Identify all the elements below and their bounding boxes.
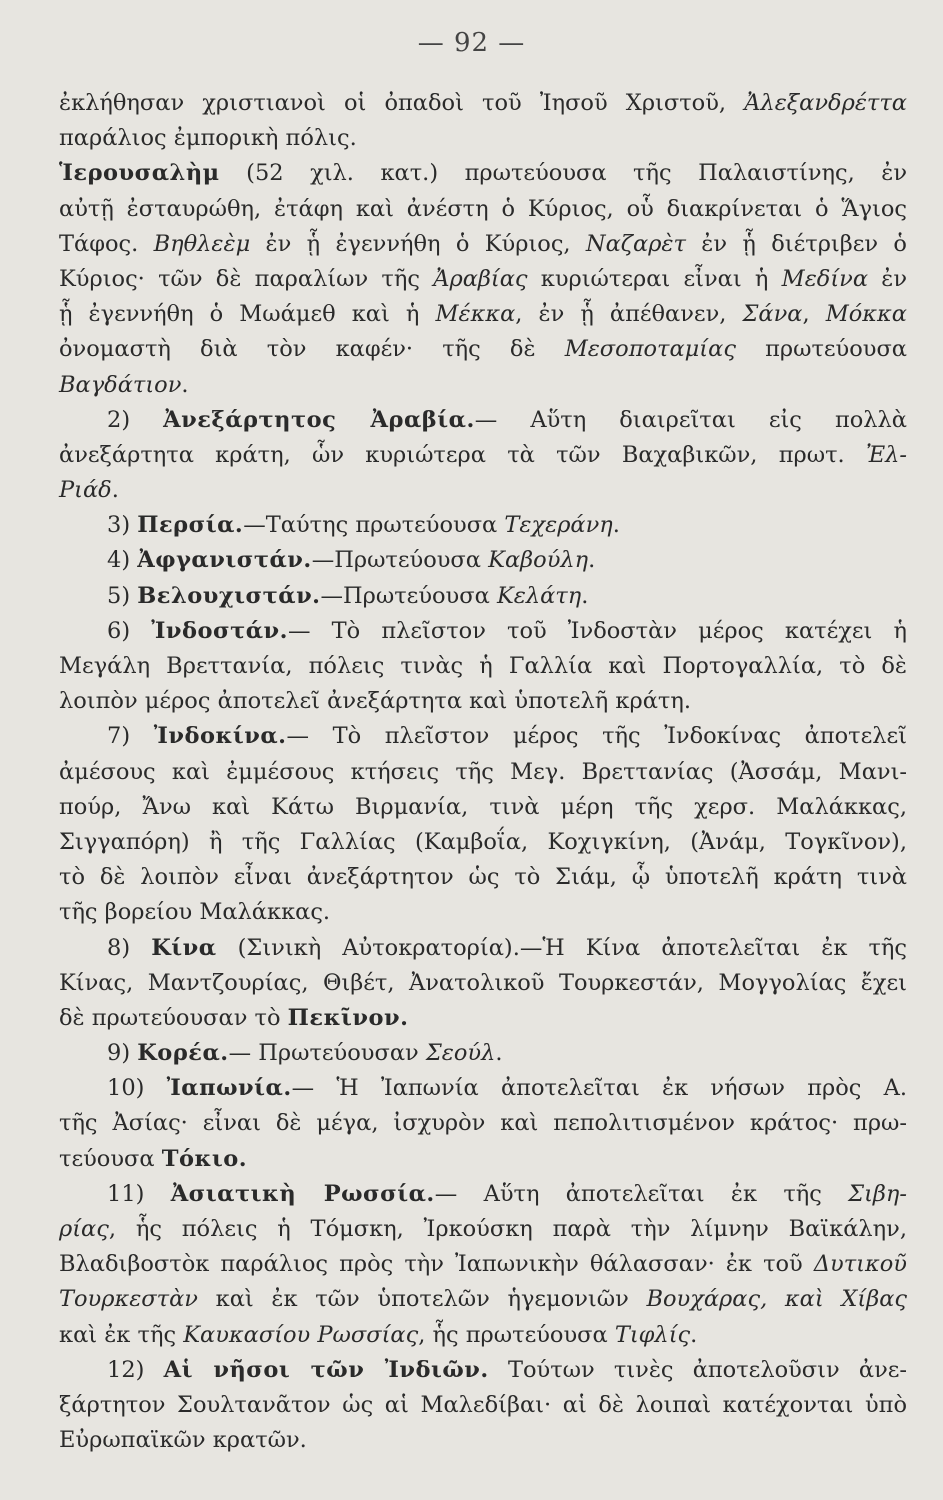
italic-place-name: Σιβη-	[848, 1180, 907, 1207]
text-run: δὲ πρωτεύουσαν τὸ	[59, 1004, 288, 1031]
italic-place-name: ρίας	[59, 1216, 109, 1242]
text-line	[59, 368, 907, 403]
text-run: — Τὸ πλεῖστον τοῦ Ἰνδοστὰν μέρος κατέχει ἡ	[288, 617, 907, 644]
text-line	[59, 614, 907, 649]
text-run: (52 χιλ. κατ.) πρωτεύουσα τῆς Παλαιστίνης, ἐν	[219, 160, 907, 187]
text-line	[59, 227, 907, 262]
text-line	[59, 1036, 907, 1071]
text-run: κυριώτεραι εἶναι ἡ	[527, 265, 782, 292]
text-run: 10)	[107, 1075, 167, 1102]
text-run: ,	[802, 301, 826, 328]
text-run: πούρ, Ἄνω καὶ Κάτω Βιρμανία, τινὰ μέρη τῆς χερσ. Μαλάκκας,	[59, 793, 907, 820]
text-run: πρωτεύουσα	[735, 336, 907, 363]
text-run: 4)	[107, 547, 138, 574]
text-run: .	[612, 512, 620, 539]
text-run: Μεγάλη Βρεττανία, πόλεις τινὰς ἡ Γαλλία καὶ Πορτογαλλία, τὸ δὲ	[59, 653, 907, 679]
bold-heading: Ἰνδοκίνα.	[153, 723, 287, 750]
text-run: 7)	[107, 723, 154, 750]
text-run: λοιπὸν μέρος ἀποτελεῖ ἀνεξάρτητα καὶ ὑποτελῆ κράτη.	[59, 688, 691, 715]
bold-heading: Ἀφγανιστάν.	[137, 547, 312, 574]
text-line	[59, 579, 907, 614]
text-line	[59, 895, 907, 930]
text-line	[59, 508, 907, 543]
text-line	[59, 403, 907, 438]
text-run: καὶ ἐκ τῶν ὑποτελῶν ἡγεμονιῶν	[197, 1286, 647, 1313]
bold-heading: Ἰνδοστάν.	[151, 617, 288, 644]
italic-place-name: Τεχεράνη	[504, 512, 613, 539]
text-run: ἐν ᾗ διέτριβεν ὁ	[685, 230, 907, 257]
bold-heading: Κίνα	[151, 934, 217, 961]
text-run: τῆς Ἀσίας· εἶναι δὲ μέγα, ἰσχυρὸν καὶ πεπολιτισμένον κράτος· πρω-	[59, 1110, 907, 1137]
text-run: τεύουσα	[59, 1145, 162, 1172]
text-run: Κίνας, Μαντζουρίας, Θιβέτ, Ἀνατολικοῦ Τουρκεστάν, Μογγολίας ἔχει	[59, 969, 907, 996]
text-line	[59, 755, 907, 790]
text-line	[59, 1177, 907, 1212]
text-run: 5)	[107, 582, 138, 609]
text-run: 8)	[107, 934, 152, 961]
text-line	[59, 156, 907, 191]
italic-place-name: Ἐλ-	[865, 441, 907, 468]
text-line	[59, 1071, 907, 1106]
text-line	[59, 684, 907, 719]
text-line	[59, 719, 907, 754]
italic-place-name: Βαγδάτιον	[59, 371, 182, 398]
italic-place-name: Κελάτη	[496, 582, 582, 609]
italic-place-name: Δυτικοῦ	[813, 1251, 907, 1278]
bold-heading: Αἱ νῆσοι τῶν Ἰνδιῶν.	[163, 1356, 489, 1383]
italic-place-name: Μεσοποταμίας	[564, 336, 736, 363]
text-line	[59, 790, 907, 825]
text-run: .	[181, 371, 189, 398]
text-run: (Σινικὴ Αὐτοκρατορία).—Ἡ Κίνα ἀποτελεῖται ἐκ τῆς	[216, 934, 907, 961]
text-line	[59, 473, 907, 508]
text-run: αὐτῇ ἐσταυρώθη, ἐτάφη καὶ ἀνέστη ὁ Κύριος, οὗ διακρίνεται ὁ Ἅγιος	[59, 195, 907, 222]
text-run: ξάρτητον Σουλτανᾶτον ὡς αἱ Μαλεδίβαι· αἱ δὲ λοιπαὶ κατέχονται ὑπὸ	[59, 1391, 907, 1418]
text-line	[59, 1353, 907, 1388]
page-number: — 92 —	[417, 28, 526, 58]
bold-heading: Ἰαπωνία.	[166, 1075, 292, 1102]
italic-place-name: Σάνα	[742, 301, 803, 328]
text-run: .	[581, 582, 589, 609]
text-run: 6)	[107, 617, 152, 644]
text-line	[59, 297, 907, 332]
text-run: —Πρωτεύουσα	[320, 582, 497, 609]
text-run: .	[588, 547, 596, 574]
bold-heading: Περσία.	[137, 512, 244, 539]
text-line	[59, 931, 907, 966]
italic-place-name: Βηθλεὲμ	[153, 230, 251, 257]
text-line	[59, 1388, 907, 1423]
text-run: 11)	[107, 1180, 171, 1207]
text-line	[59, 1282, 907, 1317]
text-run: — Τὸ πλεῖστον μέρος τῆς Ἰνδοκίνας ἀποτελεῖ	[286, 723, 907, 750]
text-run: —Πρωτεύουσα	[311, 547, 489, 574]
text-line	[59, 543, 907, 578]
italic-place-name: Ἀλεξανδρέττα	[744, 90, 907, 116]
text-run: .	[111, 477, 119, 504]
italic-place-name: Μέκκα	[435, 301, 516, 328]
text-line	[59, 192, 907, 227]
text-line	[59, 1106, 907, 1141]
italic-place-name: Σεούλ	[425, 1040, 496, 1067]
text-run: ἀνεξάρτητα κράτη, ὧν κυριώτερα τὰ τῶν Βαχαβικῶν, πρωτ.	[59, 441, 866, 468]
italic-place-name: Τουρκεστὰν	[59, 1286, 198, 1313]
text-run: ἀμέσους καὶ ἐμμέσους κτήσεις τῆς Μεγ. Βρεττανίας (Ἀσσάμ, Μανι-	[59, 758, 907, 785]
text-line	[59, 860, 907, 895]
text-run: — Αὕτη διαιρεῖται εἰς πολλὰ	[474, 406, 907, 433]
text-run: ὀνομαστὴ διὰ τὸν καφέν· τῆς δὲ	[59, 336, 565, 363]
italic-place-name: Τιφλίς	[614, 1321, 691, 1348]
text-line	[59, 825, 907, 860]
text-run: 12)	[107, 1356, 164, 1383]
bold-heading: Ἀσιατικὴ Ρωσσία.	[170, 1180, 435, 1207]
text-run: ἐν	[868, 265, 908, 292]
text-line	[59, 1318, 907, 1353]
text-run: Σιγγαπόρη) ἢ τῆς Γαλλίας (Καμβοΐα, Κοχιγκίνη, (Ἀνάμ, Τογκῖνον),	[59, 828, 907, 855]
italic-place-name: Ριάδ	[59, 477, 112, 504]
text-run: ἐκλήθησαν χριστιανοὶ οἱ ὀπαδοὶ τοῦ Ἰησοῦ Χριστοῦ,	[59, 90, 745, 116]
text-line	[59, 438, 907, 473]
text-line	[59, 121, 907, 156]
bold-heading: Βελουχιστάν.	[137, 582, 321, 609]
text-run: Τάφος.	[59, 230, 154, 257]
text-run: , ἧς πόλεις ἡ Τόμσκη, Ἰρκούσκη παρὰ τὴν λίμνην Βαϊκάλην,	[108, 1216, 907, 1242]
text-line	[59, 332, 907, 367]
text-run: —Ταύτης πρωτεύουσα	[243, 512, 505, 539]
italic-place-name: Μόκκα	[825, 301, 907, 328]
text-line	[59, 1247, 907, 1282]
bold-heading: Πεκῖνον.	[287, 1004, 409, 1031]
text-run: Εὐρωπαϊκῶν κρατῶν.	[59, 1427, 307, 1454]
text-run: , ἐν ᾗ ἀπέθανεν,	[515, 301, 743, 328]
text-line	[59, 1212, 907, 1247]
text-run: παράλιος ἐμπορικὴ πόλις.	[59, 125, 357, 152]
italic-place-name: Ἀραβίας	[433, 265, 528, 292]
italic-place-name: Βουχάρας, καὶ Χίβας	[646, 1286, 907, 1313]
text-run: .	[495, 1040, 503, 1067]
text-run: 9)	[107, 1040, 138, 1067]
body-text	[59, 86, 907, 1458]
text-run: , ἧς πρωτεύουσα	[418, 1321, 615, 1348]
text-run: Βλαδιβοστὸκ παράλιος πρὸς τὴν Ἰαπωνικὴν θάλασσαν· ἐκ τοῦ	[59, 1251, 814, 1278]
text-run: — Πρωτεύουσαν	[228, 1040, 426, 1067]
text-run: τὸ δὲ λοιπὸν εἶναι ἀνεξάρτητον ὡς τὸ Σιάμ, ᾧ ὑποτελῆ κράτη τινὰ	[59, 864, 907, 891]
text-run: ᾗ ἐγεννήθη ὁ Μωάμεθ καὶ ἡ	[59, 301, 436, 328]
bold-heading: Κορέα.	[137, 1040, 229, 1067]
text-run: Κύριος· τῶν δὲ παραλίων τῆς	[59, 265, 434, 292]
bold-heading: Ἀνεξάρτητος Ἀραβία.	[163, 406, 475, 433]
text-run: 3)	[107, 512, 138, 539]
text-line	[59, 1142, 907, 1177]
text-run: ἐν ᾗ ἐγεννήθη ὁ Κύριος,	[250, 230, 586, 257]
text-line	[59, 966, 907, 1001]
bold-heading: Τόκιο.	[161, 1145, 248, 1172]
text-line	[59, 1001, 907, 1036]
text-line	[59, 649, 907, 684]
bold-heading: Ἱερουσαλὴμ	[59, 160, 220, 187]
text-line	[59, 86, 907, 121]
italic-place-name: Ναζαρὲτ	[585, 230, 686, 257]
text-line	[59, 262, 907, 297]
italic-place-name: Καβούλη	[488, 547, 589, 574]
italic-place-name: Μεδίνα	[781, 265, 869, 292]
text-run: τῆς βορείου Μαλάκκας.	[59, 899, 331, 926]
text-run: — Αὕτη ἀποτελεῖται ἐκ τῆς	[434, 1180, 849, 1207]
text-run: 2)	[107, 406, 164, 433]
text-run: Τούτων τινὲς ἀποτελοῦσιν ἀνε-	[488, 1356, 908, 1383]
text-line	[59, 1423, 907, 1458]
text-run: .	[690, 1321, 698, 1348]
text-run: καὶ ἐκ τῆς	[59, 1321, 184, 1348]
italic-place-name: Καυκασίου Ρωσσίας	[183, 1321, 419, 1348]
text-run: — Ἡ Ἰαπωνία ἀποτελεῖται ἐκ νήσων πρὸς Α.	[291, 1075, 907, 1102]
